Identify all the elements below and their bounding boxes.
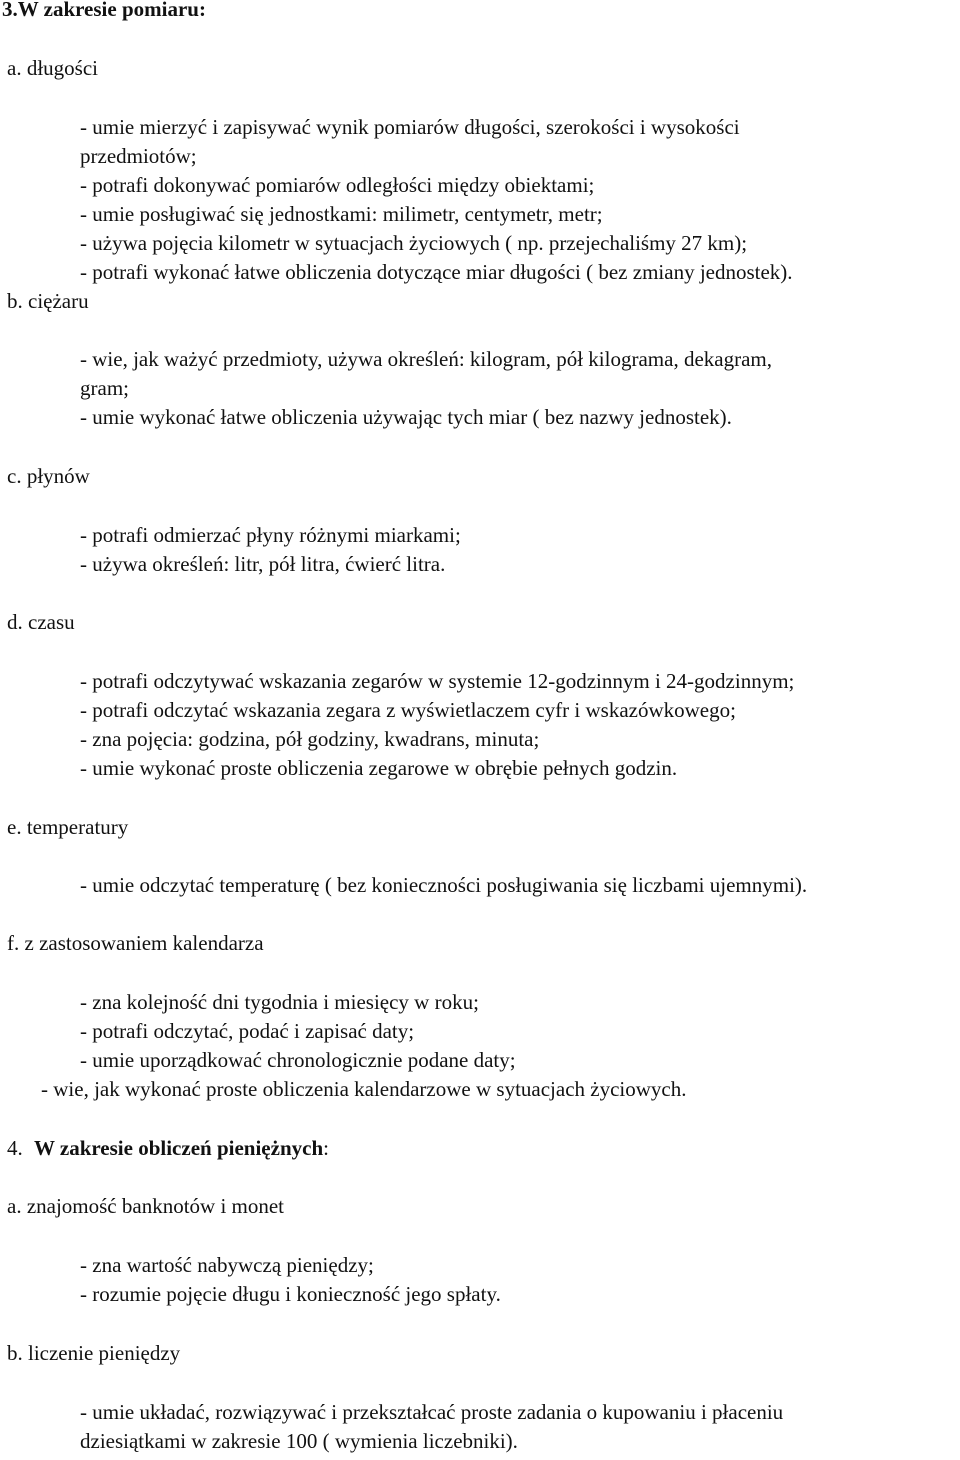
subsection-f-calendar-label: f. z zastosowaniem kalendarza	[7, 931, 264, 955]
list-item: - umie wykonać łatwe obliczenia używając tych miar ( bez nazwy jednostek).	[80, 405, 732, 429]
list-item: - wie, jak ważyć przedmioty, używa określeń: kilogram, pół kilograma, dekagram,	[80, 347, 772, 371]
subsection-a-money-label: a. znajomość banknotów i monet	[7, 1194, 285, 1218]
list-item: - zna pojęcia: godzina, pół godziny, kwadrans, minuta;	[80, 727, 540, 751]
list-item: dziesiątkami w zakresie 100 ( wymienia liczebniki).	[80, 1429, 518, 1453]
list-item: - używa pojęcia kilometr w sytuacjach życiowych ( np. przejechaliśmy 27 km);	[80, 231, 748, 255]
list-item: - umie uporządkować chronologicznie podane daty;	[80, 1048, 516, 1072]
section-3-heading: 3.W zakresie pomiaru:	[2, 0, 206, 21]
list-item: przedmiotów;	[80, 144, 197, 168]
section-4-colon: :	[323, 1136, 329, 1160]
section-4-number: 4.	[7, 1136, 23, 1160]
list-item: - potrafi wykonać łatwe obliczenia dotyczące miar długości ( bez zmiany jednostek).	[80, 260, 793, 284]
subsection-e-temperature-label: e. temperatury	[7, 815, 129, 839]
list-item: - używa określeń: litr, pół litra, ćwierć litra.	[80, 552, 446, 576]
list-item: - umie wykonać proste obliczenia zegarowe w obrębie pełnych godzin.	[80, 756, 678, 780]
section-4-heading	[7, 1134, 329, 1163]
subsection-b-counting-money-label: b. liczenie pieniędzy	[7, 1341, 181, 1365]
list-item: - potrafi odczytać wskazania zegara z wyświetlaczem cyfr i wskazówkowego;	[80, 698, 736, 722]
list-item: - umie posługiwać się jednostkami: milimetr, centymetr, metr;	[80, 202, 603, 226]
list-item: - zna kolejność dni tygodnia i miesięcy w roku;	[80, 990, 479, 1014]
list-item: - wie, jak wykonać proste obliczenia kalendarzowe w sytuacjach życiowych.	[41, 1077, 687, 1101]
subsection-a-length-label: a. długości	[7, 56, 98, 80]
list-item: - potrafi odczytać, podać i zapisać daty;	[80, 1019, 415, 1043]
list-item: gram;	[80, 376, 129, 400]
subsection-b-weight-label: b. ciężaru	[7, 289, 89, 313]
list-item: - umie mierzyć i zapisywać wynik pomiarów długości, szerokości i wysokości	[80, 115, 740, 139]
list-item: - potrafi dokonywać pomiarów odległości między obiektami;	[80, 173, 595, 197]
section-4-title: W zakresie obliczeń pieniężnych	[34, 1136, 324, 1160]
list-item: - potrafi odczytywać wskazania zegarów w systemie 12-godzinnym i 24-godzinnym;	[80, 669, 795, 693]
subsection-d-time-label: d. czasu	[7, 610, 75, 634]
list-item: - umie układać, rozwiązywać i przekształcać proste zadania o kupowaniu i płaceniu	[80, 1400, 784, 1424]
subsection-c-liquids-label: c. płynów	[7, 464, 90, 488]
list-item: - zna wartość nabywczą pieniędzy;	[80, 1253, 374, 1277]
list-item: - rozumie pojęcie długu i konieczność jego spłaty.	[80, 1282, 501, 1306]
list-item: - umie odczytać temperaturę ( bez konieczności posługiwania się liczbami ujemnymi).	[80, 873, 808, 897]
list-item: - potrafi odmierzać płyny różnymi miarkami;	[80, 523, 461, 547]
